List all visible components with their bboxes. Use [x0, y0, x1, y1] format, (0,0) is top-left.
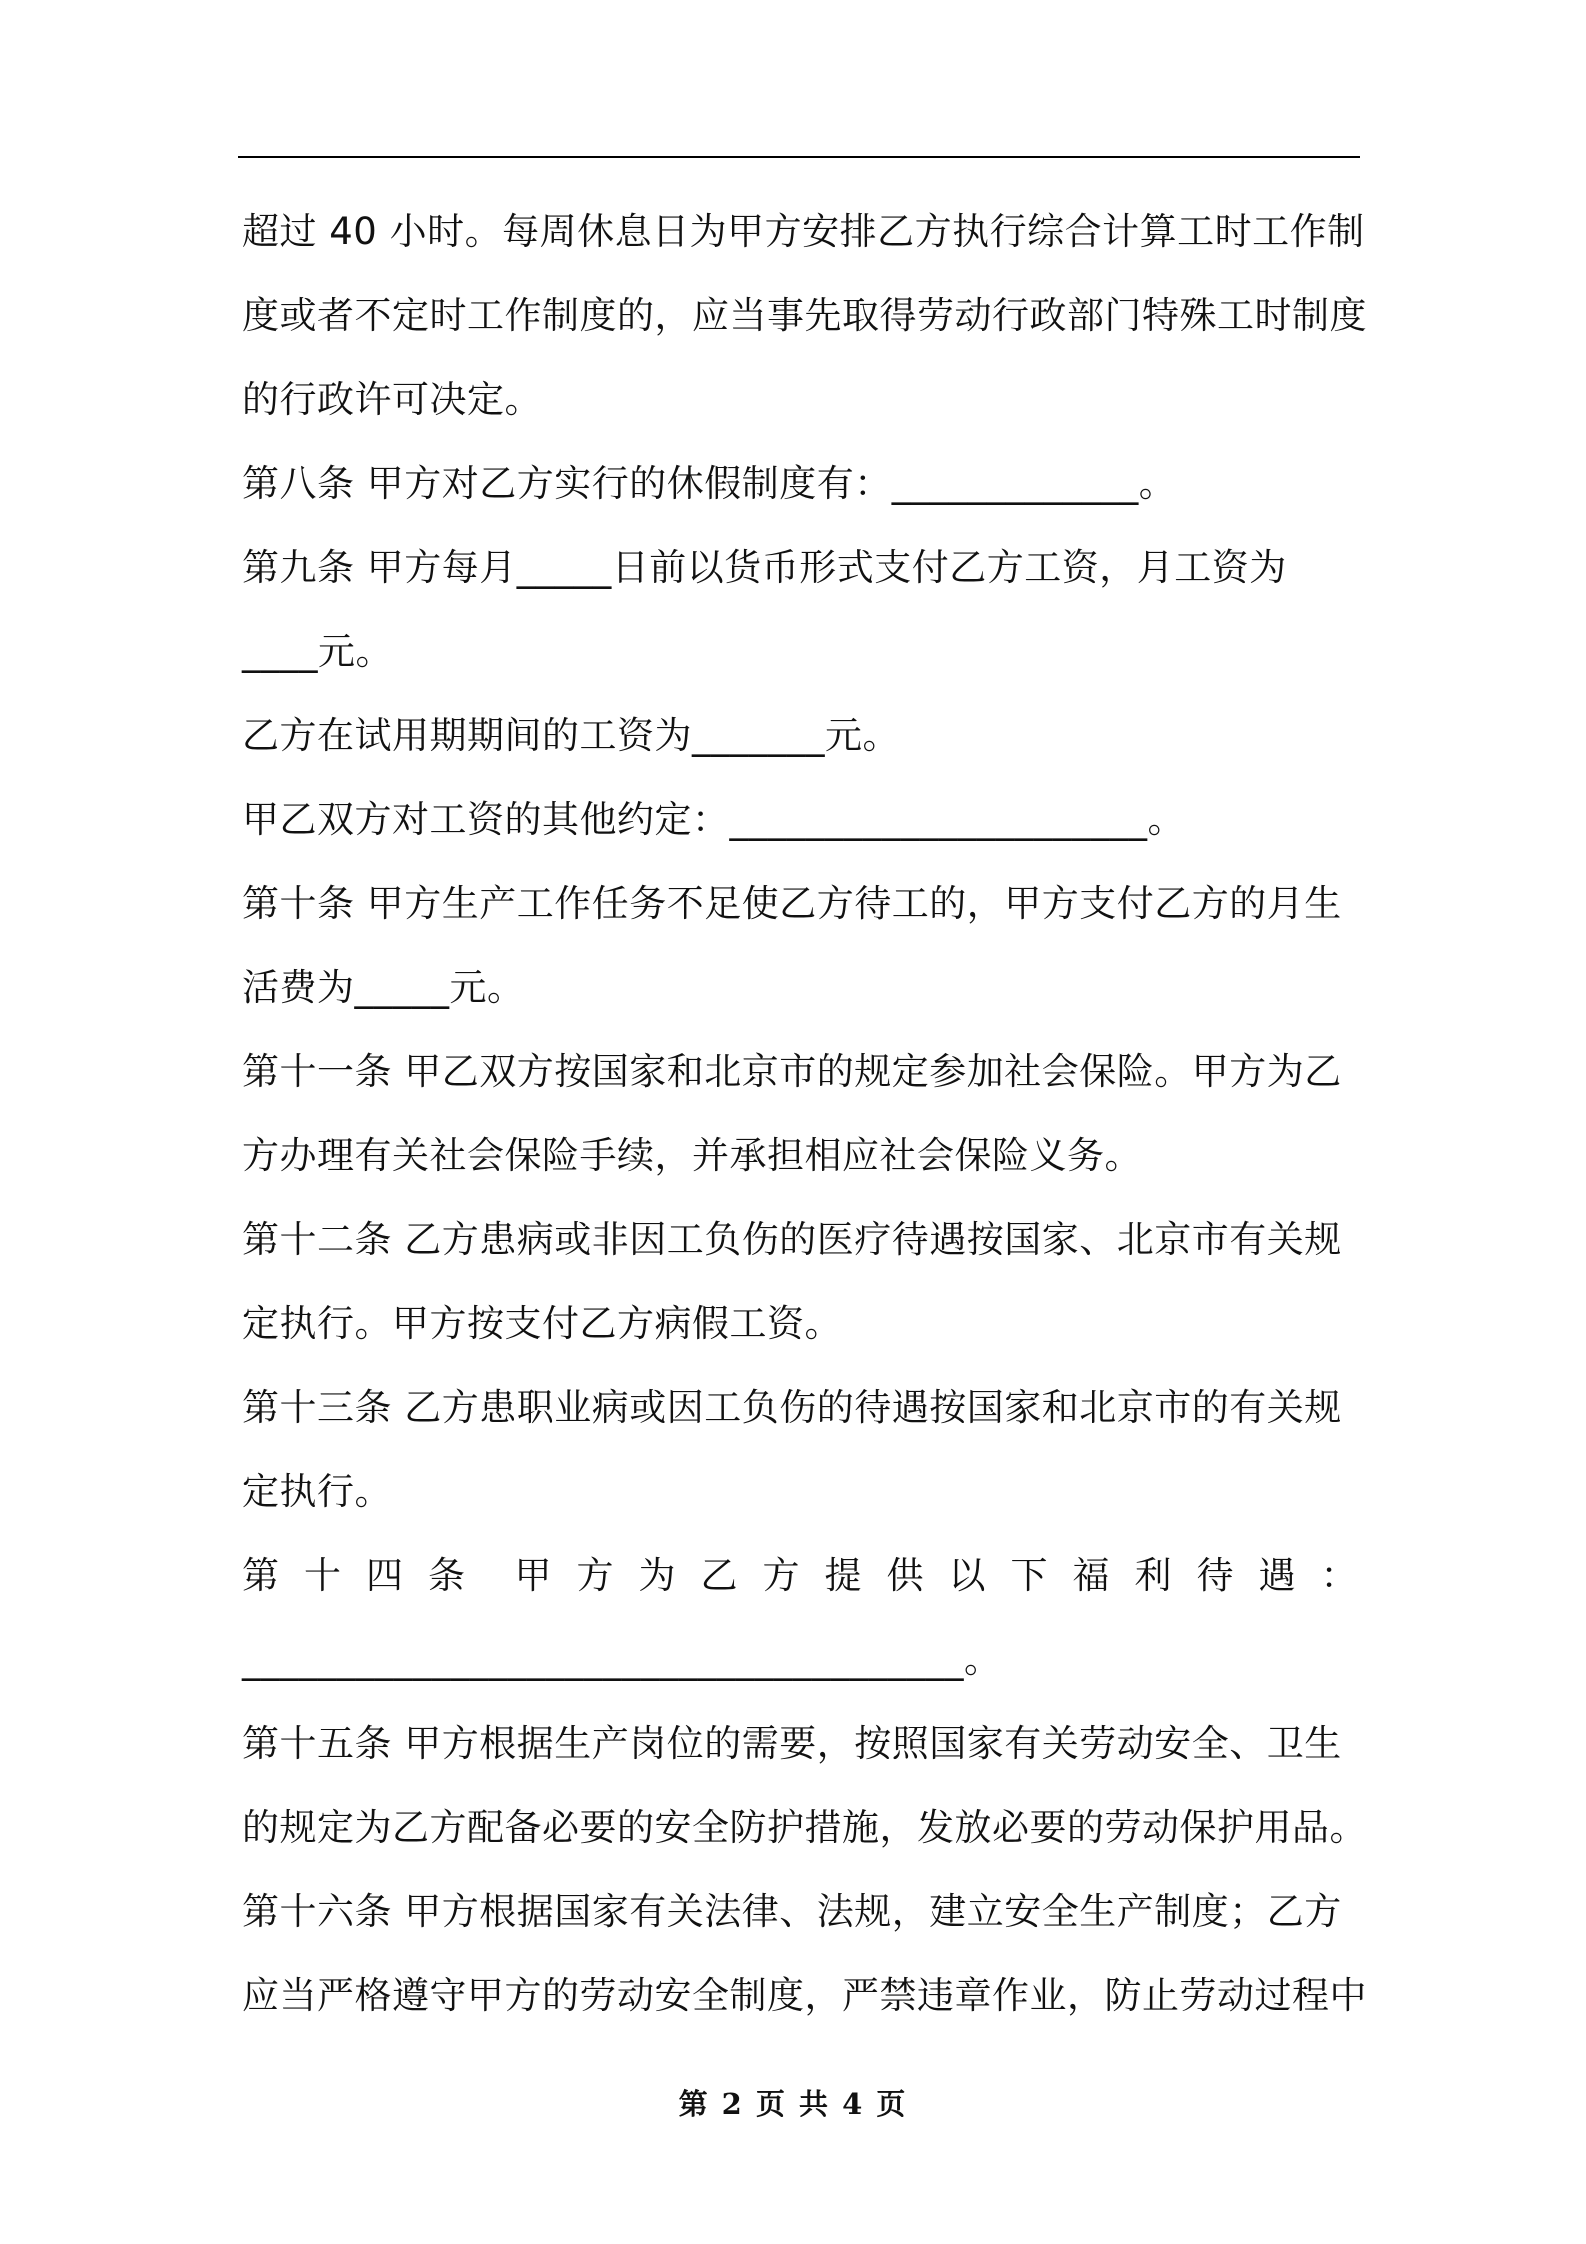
article-13: 第十三条 乙方患职业病或因工负伤的待遇按国家和北京市的有关规	[242, 1386, 1342, 1429]
heading-char: 十	[304, 1554, 342, 1597]
text-line: 的行政许可决定。	[242, 378, 542, 421]
heading-char: 福	[1072, 1554, 1110, 1597]
heading-char: 方	[762, 1554, 800, 1597]
document-body	[242, 190, 1367, 2038]
text-line: 度或者不定时工作制度的，应当事先取得劳动行政部门特殊工时制度	[242, 294, 1367, 337]
article-14-heading	[242, 1534, 1358, 1618]
heading-char: 待	[1196, 1554, 1234, 1597]
text-line: 活费为_____元。	[242, 966, 525, 1009]
blank-line: ______________________________________。	[242, 1638, 1002, 1681]
article-9: 第九条 甲方每月_____日前以货币形式支付乙方工资，月工资为	[242, 546, 1287, 589]
page-number: 第 2 页 共 4 页	[678, 2087, 908, 2121]
text-line: 乙方在试用期期间的工资为_______元。	[242, 714, 900, 757]
article-15: 第十五条 甲方根据生产岗位的需要，按照国家有关劳动安全、卫生	[242, 1722, 1342, 1765]
article-16: 第十六条 甲方根据国家有关法律、法规，建立安全生产制度；乙方	[242, 1890, 1342, 1933]
heading-char: 提	[824, 1554, 862, 1597]
article-12: 第十二条 乙方患病或非因工负伤的医疗待遇按国家、北京市有关规	[242, 1218, 1342, 1261]
heading-char: 下	[1010, 1554, 1048, 1597]
heading-char: 四	[366, 1554, 404, 1597]
heading-char: 第	[242, 1554, 280, 1597]
text-line: 超过 40 小时。每周休息日为甲方安排乙方执行综合计算工时工作制	[242, 210, 1365, 253]
heading-char: 甲	[514, 1554, 552, 1597]
heading-char: 以	[948, 1554, 986, 1597]
text-line: 的规定为乙方配备必要的安全防护措施，发放必要的劳动保护用品。	[242, 1806, 1367, 1849]
heading-char: 利	[1134, 1554, 1172, 1597]
text-line: 定执行。	[242, 1470, 392, 1513]
text-line: 定执行。甲方按支付乙方病假工资。	[242, 1302, 842, 1345]
heading-char: 为	[638, 1554, 676, 1597]
article-11: 第十一条 甲乙双方按国家和北京市的规定参加社会保险。甲方为乙	[242, 1050, 1342, 1093]
heading-char: 条	[428, 1554, 466, 1597]
heading-char: ：	[1320, 1554, 1358, 1597]
article-8: 第八条 甲方对乙方实行的休假制度有：_____________。	[242, 462, 1177, 505]
text-line: 方办理有关社会保险手续，并承担相应社会保险义务。	[242, 1134, 1142, 1177]
article-10: 第十条 甲方生产工作任务不足使乙方待工的，甲方支付乙方的月生	[242, 882, 1342, 925]
text-line: ____元。	[242, 630, 393, 673]
heading-char: 供	[886, 1554, 924, 1597]
header-rule	[238, 156, 1360, 158]
text-line: 甲乙双方对工资的其他约定：______________________。	[242, 798, 1185, 841]
heading-char: 遇	[1258, 1554, 1296, 1597]
heading-char: 乙	[700, 1554, 738, 1597]
text-line: 应当严格遵守甲方的劳动安全制度，严禁违章作业，防止劳动过程中	[242, 1974, 1367, 2017]
heading-char: 方	[576, 1554, 614, 1597]
